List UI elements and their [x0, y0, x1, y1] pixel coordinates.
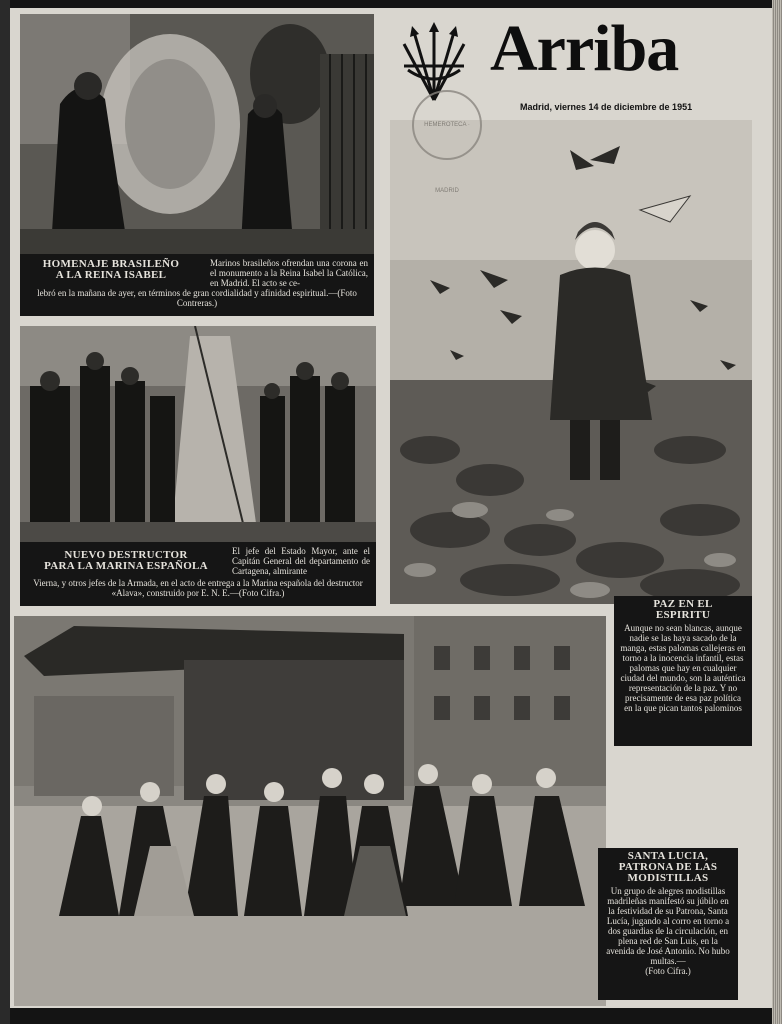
- caption-santa-lucia: [598, 848, 738, 1000]
- caption-homenaje: [20, 254, 374, 316]
- caption-santa-lucia-title-2: PATRONA DE LAS: [618, 861, 718, 873]
- book-spine: [0, 0, 10, 1024]
- caption-destructor-title-1: NUEVO DESTRUCTOR: [64, 549, 188, 561]
- newspaper-date: Madrid, viernes 14 de diciembre de 1951: [520, 102, 693, 112]
- caption-homenaje-body-right: Marinos brasileños ofrendan una corona en el monumento a la Reina Isabel la Católica, en Madrid. El acto se ce-: [210, 258, 368, 288]
- caption-destructor-title-2: PARA LA MARINA ESPAÑOLA: [44, 560, 208, 572]
- yoke-and-arrows-icon: [400, 22, 468, 102]
- caption-homenaje-body-bottom: lebró en la mañana de ayer, en términos de gran cordialidad y afinidad espiritual.—(Foto Contreras.): [37, 288, 357, 308]
- caption-destructor: [20, 542, 376, 606]
- wreath-ceremony-image: [20, 14, 374, 264]
- destroyer-ceremony-image: [20, 326, 376, 552]
- caption-paz: [614, 596, 752, 746]
- caption-destructor-body-right: El jefe del Estado Mayor, ante el Capitán General del departamento de Cartagena, almirante: [232, 546, 370, 576]
- photo-wreath-ceremony: [20, 14, 374, 264]
- caption-paz-title-2: ESPIRITU: [655, 609, 711, 621]
- caption-destructor-body-bottom: Vierna, y otros jefes de la Armada, en el acto de entrega a la Marina española del destructor «Alava», construido por E. N. E.—(Foto Cifra.): [33, 578, 363, 598]
- caption-paz-title-1: PAZ EN EL: [653, 598, 713, 610]
- library-stamp: HEMEROTECA · MADRID: [412, 90, 482, 160]
- photo-modistillas: [14, 616, 606, 1006]
- caption-santa-lucia-title-1: SANTA LUCIA,: [627, 850, 709, 862]
- caption-santa-lucia-title-3: MODISTILLAS: [627, 872, 709, 884]
- page-edge: [772, 0, 782, 1024]
- caption-paz-body: Aunque no sean blancas, aunque nadie se las haya sacado de la manga, estas palomas callejeras en torno a la inocencia infantil, estas palomas que hay en cualquier ciudad del mundo, son la auténtica representación de la paz. Y no precisamente de esa paz política en la que pican tantos palominos: [620, 623, 746, 713]
- caption-homenaje-title-2: A LA REINA ISABEL: [55, 269, 167, 281]
- newspaper-title: Arriba: [490, 12, 679, 85]
- caption-santa-lucia-body: Un grupo de alegres modistillas madrileñas manifestó su júbilo en la festividad de su Patrona, Santa Lucía, jugando al corro en torno a dos guardias de la circulación, en plena red de San Luis, en la avenida de José Antonio. No hubo multas.—: [606, 886, 730, 966]
- modistillas-image: [14, 616, 606, 1006]
- caption-santa-lucia-credit: (Foto Cifra.): [645, 966, 691, 976]
- photo-destroyer-ceremony: [20, 326, 376, 552]
- caption-homenaje-title-1: HOMENAJE BRASILEÑO: [42, 258, 180, 270]
- newspaper-page: [10, 8, 772, 1008]
